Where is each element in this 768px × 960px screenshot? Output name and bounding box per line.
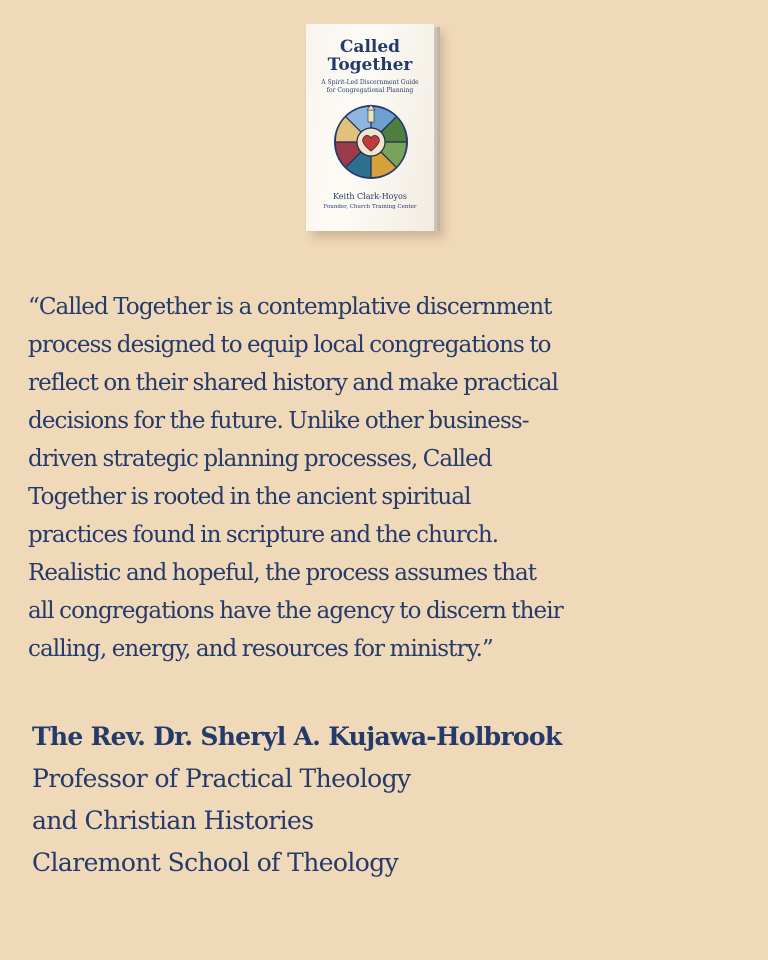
book-cover [306,24,434,231]
attribution-title-line-2: and Christian Histories [32,806,314,835]
book-author-role: Founder, Church Training Center [323,204,417,210]
attribution-name: The Rev. Dr. Sheryl A. Kujawa-Holbrook [32,722,562,751]
quote-line: all congregations have the agency to discern their [28,598,563,624]
quote-line: practices found in scripture and the church. [28,522,499,548]
book-cover-image [306,24,438,234]
quote-line: Together is rooted in the ancient spiritual [28,484,471,510]
quote-line: driven strategic planning processes, Called [28,446,492,472]
quote-line: “Called Together is a contemplative discernment [28,294,552,320]
testimonial-quote [28,288,748,668]
book-title [306,38,434,74]
book-title-line-1: Called [339,37,401,57]
quote-line: decisions for the future. Unlike other business- [28,408,529,434]
stained-glass-heart-emblem-icon [333,104,409,180]
book-author: Keith Clark-Hoyos [333,192,407,201]
quote-line: Realistic and hopeful, the process assumes that [28,560,537,586]
attribution-title-line-1: Professor of Practical Theology [32,764,411,793]
attribution-institution: Claremont School of Theology [32,848,399,877]
quote-line: process designed to equip local congregations to [28,332,551,358]
quote-line: reflect on their shared history and make practical [28,370,558,396]
quote-line: calling, energy, and resources for ministry.” [28,636,493,662]
book-subtitle-line-1: A Spirit-Led Discernment Guide [321,79,419,86]
quote-attribution [32,716,752,884]
book-subtitle-line-2: for Congregational Planning [326,87,414,94]
book-title-line-2: Together [327,55,413,75]
book-subtitle [314,79,426,95]
